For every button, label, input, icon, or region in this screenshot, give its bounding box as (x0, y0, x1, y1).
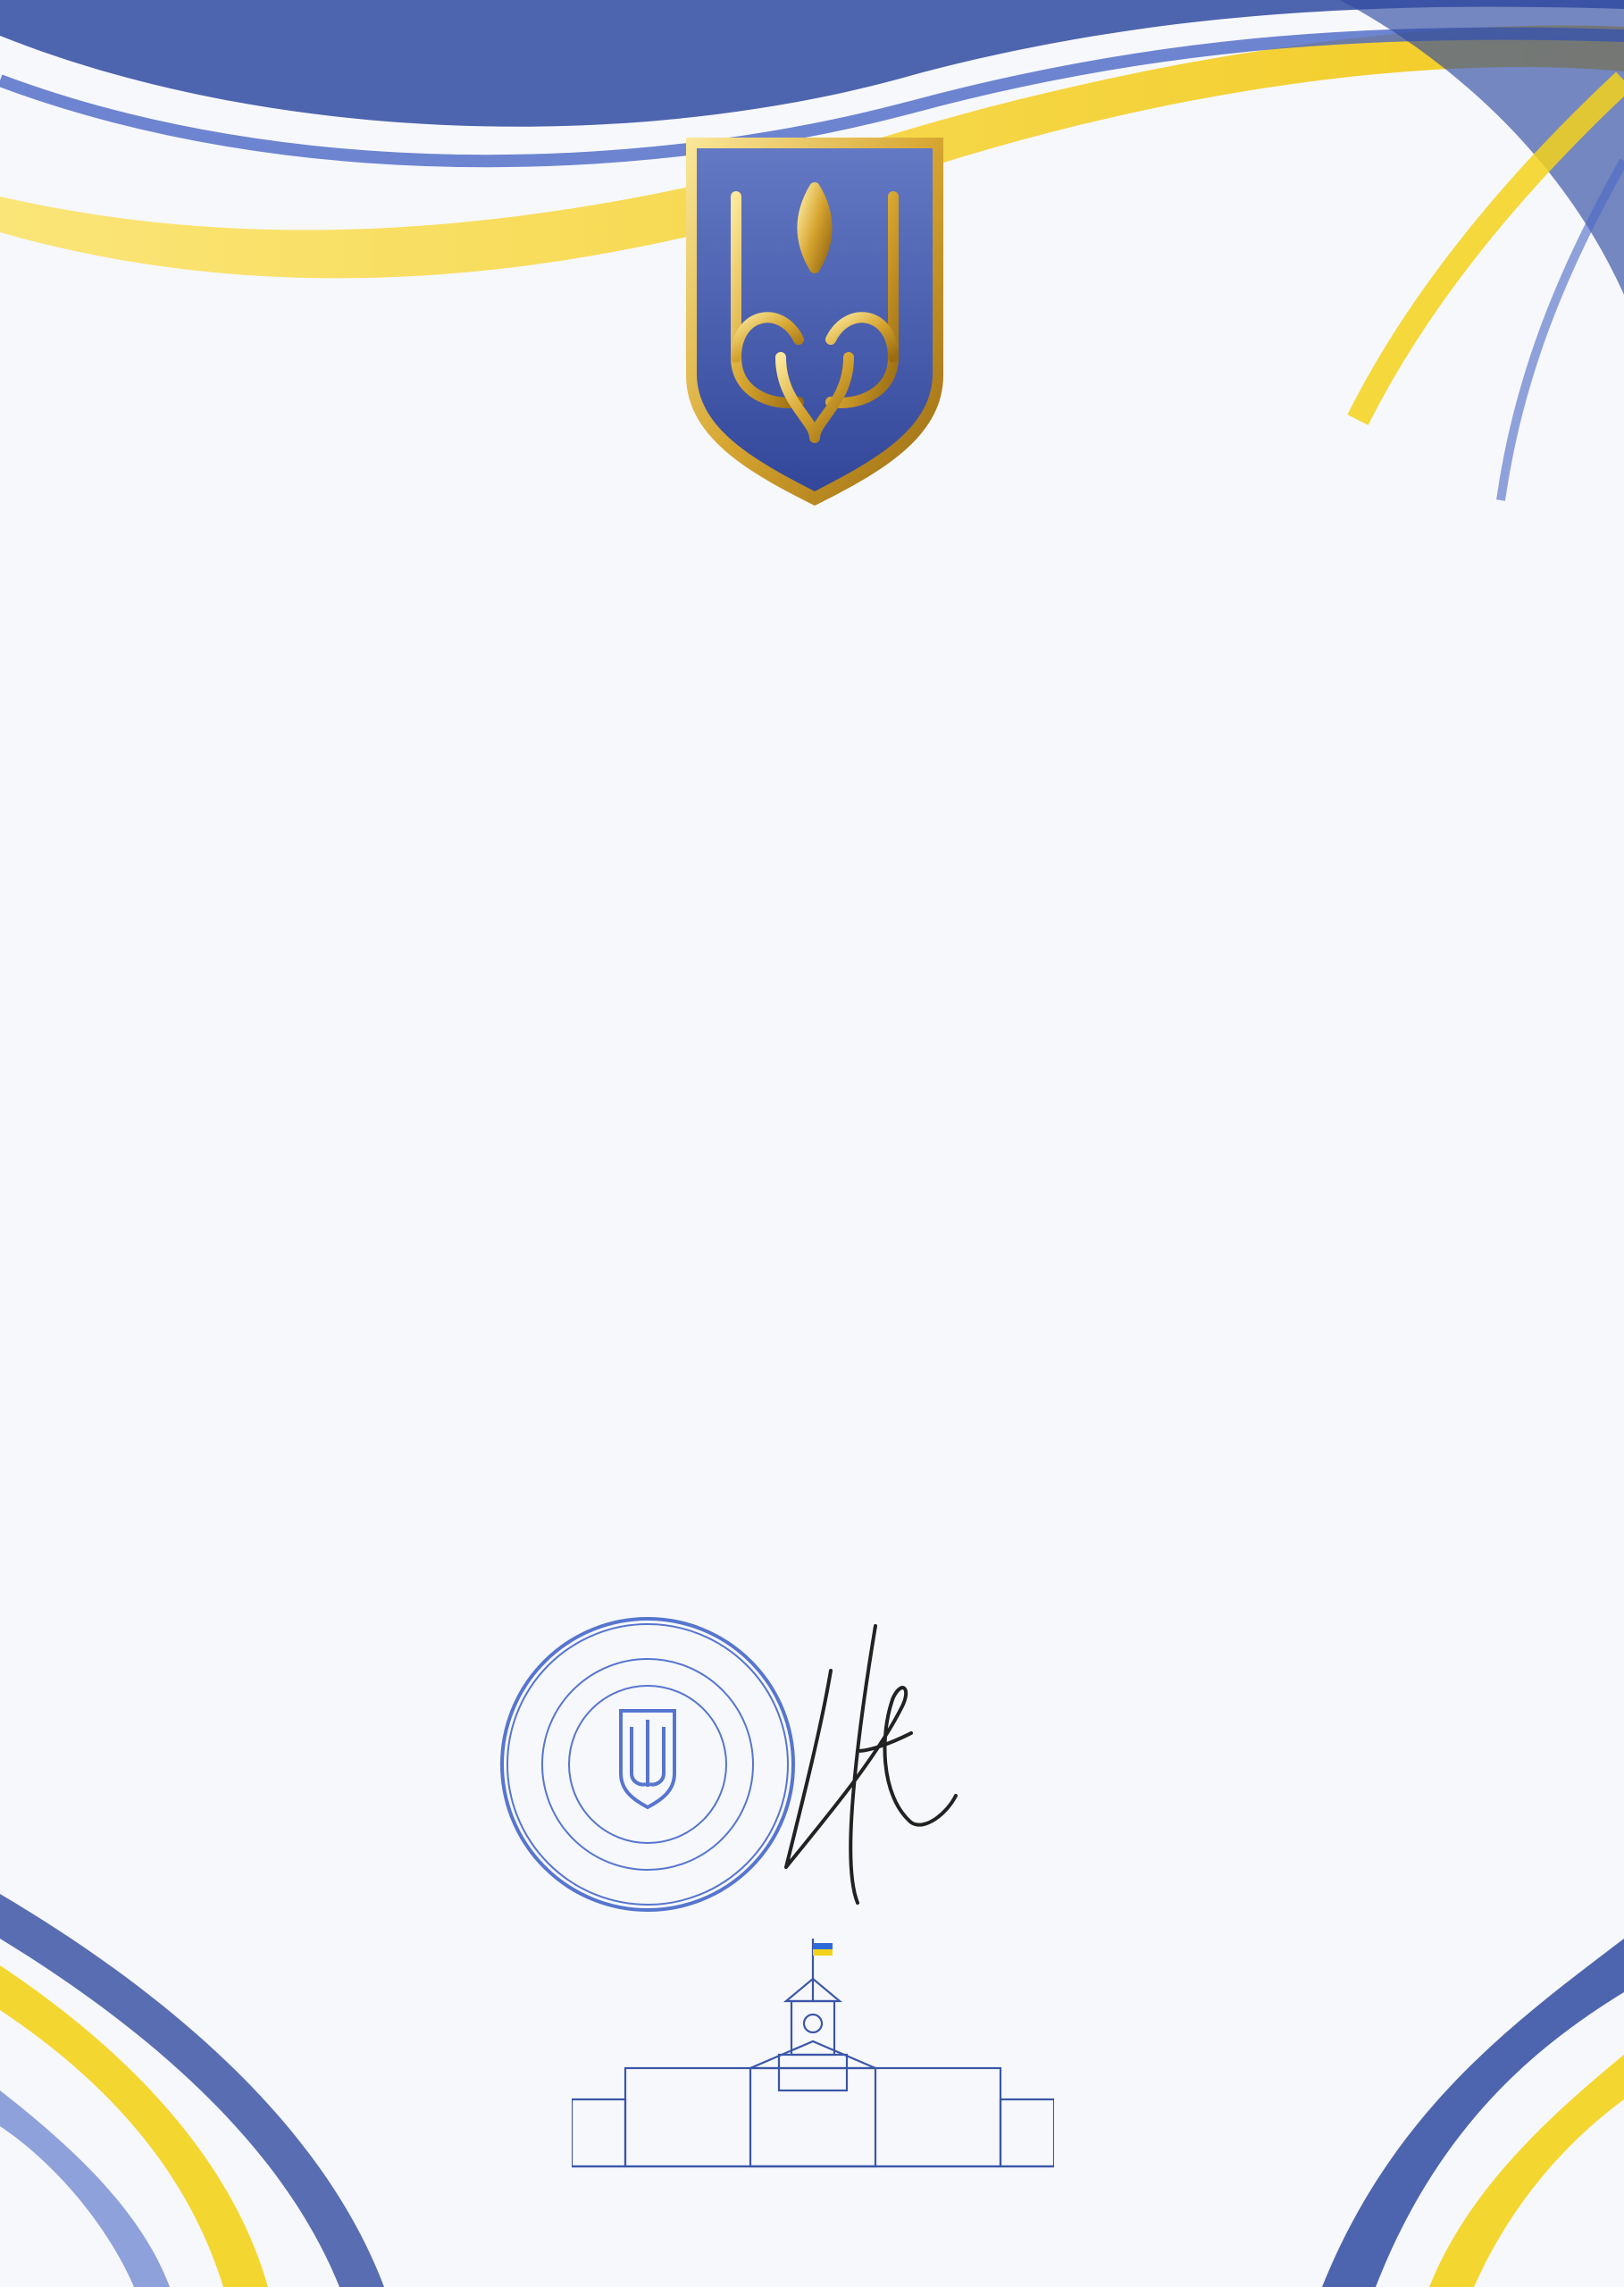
coat-of-arms-icon (682, 134, 947, 509)
handwritten-signature-icon (768, 1617, 965, 1921)
regional-council-building-icon (572, 1934, 1054, 2175)
official-stamp-icon (496, 1613, 799, 1916)
